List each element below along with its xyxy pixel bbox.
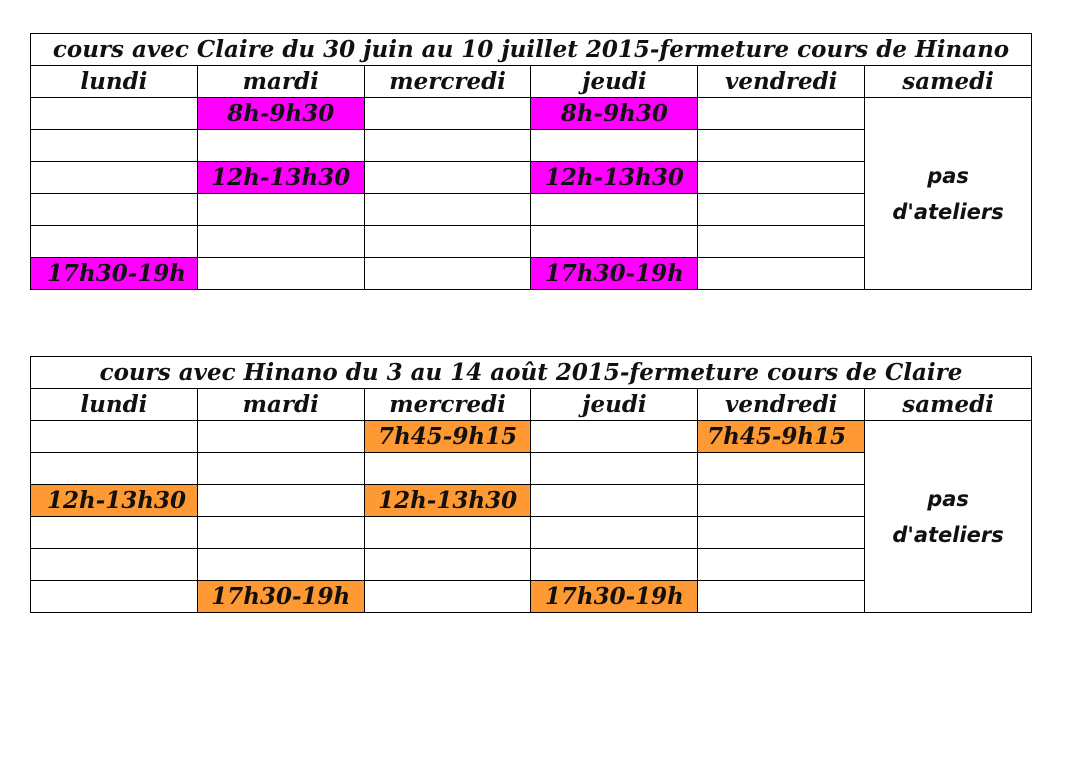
samedi-note-line: pas: [927, 163, 969, 188]
day-header-mardi: mardi: [197, 389, 364, 421]
time-slot-cell: [31, 549, 198, 581]
time-slot-cell: [31, 226, 198, 258]
time-slot-cell: [364, 258, 531, 290]
time-slot-cell: [197, 130, 364, 162]
samedi-note: [865, 421, 1032, 613]
time-slot-cell: [197, 453, 364, 485]
time-slot-cell: [531, 130, 698, 162]
time-slot-cell: [364, 517, 531, 549]
day-header-row: [31, 389, 1032, 421]
time-slot-cell: [698, 581, 865, 613]
schedule-table-claire: [30, 33, 1032, 290]
schedule-title: cours avec Hinano du 3 au 14 août 2015-fermeture cours de Claire: [31, 357, 1032, 389]
time-row: [31, 421, 1032, 453]
time-slot-cell: [698, 453, 865, 485]
time-slot-cell: [698, 226, 865, 258]
time-slot-cell: [698, 98, 865, 130]
day-header-lundi: lundi: [31, 66, 198, 98]
time-slot-cell: 12h-13h30: [531, 162, 698, 194]
time-slot-cell: [197, 549, 364, 581]
schedule-table-hinano: [30, 356, 1032, 613]
time-slot-cell: [31, 453, 198, 485]
samedi-note: [865, 98, 1032, 290]
time-slot-cell: [31, 162, 198, 194]
time-slot-cell: [31, 130, 198, 162]
day-header-vendredi: vendredi: [698, 66, 865, 98]
day-header-jeudi: jeudi: [531, 66, 698, 98]
time-slot-cell: 17h30-19h: [531, 258, 698, 290]
day-header-samedi: samedi: [865, 389, 1032, 421]
day-header-jeudi: jeudi: [531, 389, 698, 421]
time-slot-cell: [364, 130, 531, 162]
time-slot-cell: [531, 194, 698, 226]
time-slot-cell: 17h30-19h: [531, 581, 698, 613]
time-slot-cell: [364, 453, 531, 485]
time-slot-cell: 12h-13h30: [197, 162, 364, 194]
time-slot-cell: [364, 194, 531, 226]
time-slot-cell: [531, 421, 698, 453]
time-slot-cell: 12h-13h30: [364, 485, 531, 517]
day-header-mercredi: mercredi: [364, 66, 531, 98]
time-slot-cell: 7h45-9h15: [364, 421, 531, 453]
samedi-note-line: pas: [927, 486, 969, 511]
time-slot-cell: 17h30-19h: [197, 581, 364, 613]
time-slot-cell: [531, 517, 698, 549]
day-header-mercredi: mercredi: [364, 389, 531, 421]
time-slot-cell: [364, 226, 531, 258]
time-slot-cell: [531, 226, 698, 258]
title-row: [31, 357, 1032, 389]
time-slot-cell: 8h-9h30: [531, 98, 698, 130]
title-row: [31, 34, 1032, 66]
time-slot-cell: [197, 226, 364, 258]
time-slot-cell: [31, 98, 198, 130]
day-header-lundi: lundi: [31, 389, 198, 421]
time-slot-cell: 7h45-9h15: [698, 421, 865, 453]
time-slot-cell: 8h-9h30: [197, 98, 364, 130]
time-slot-cell: [31, 517, 198, 549]
time-slot-cell: [698, 485, 865, 517]
time-slot-cell: [364, 581, 531, 613]
time-slot-cell: [197, 421, 364, 453]
day-header-vendredi: vendredi: [698, 389, 865, 421]
time-slot-cell: [698, 162, 865, 194]
samedi-note-line: d'ateliers: [892, 199, 1004, 224]
time-slot-cell: [364, 162, 531, 194]
day-header-row: [31, 66, 1032, 98]
time-slot-cell: [698, 194, 865, 226]
time-slot-cell: [364, 98, 531, 130]
time-slot-cell: [531, 549, 698, 581]
time-slot-cell: [197, 194, 364, 226]
day-header-mardi: mardi: [197, 66, 364, 98]
time-slot-cell: [364, 549, 531, 581]
time-slot-cell: 17h30-19h: [31, 258, 198, 290]
time-slot-cell: [698, 130, 865, 162]
time-slot-cell: [531, 485, 698, 517]
time-slot-cell: [698, 517, 865, 549]
time-slot-cell: [31, 194, 198, 226]
day-header-samedi: samedi: [865, 66, 1032, 98]
time-slot-cell: [197, 258, 364, 290]
time-slot-cell: [197, 485, 364, 517]
time-slot-cell: [31, 421, 198, 453]
time-slot-cell: [698, 258, 865, 290]
time-row: [31, 98, 1032, 130]
time-slot-cell: 12h-13h30: [31, 485, 198, 517]
time-slot-cell: [698, 549, 865, 581]
samedi-note-line: d'ateliers: [892, 522, 1004, 547]
schedule-title: cours avec Claire du 30 juin au 10 juillet 2015-fermeture cours de Hinano: [31, 34, 1032, 66]
time-slot-cell: [197, 517, 364, 549]
time-slot-cell: [531, 453, 698, 485]
time-slot-cell: [31, 581, 198, 613]
